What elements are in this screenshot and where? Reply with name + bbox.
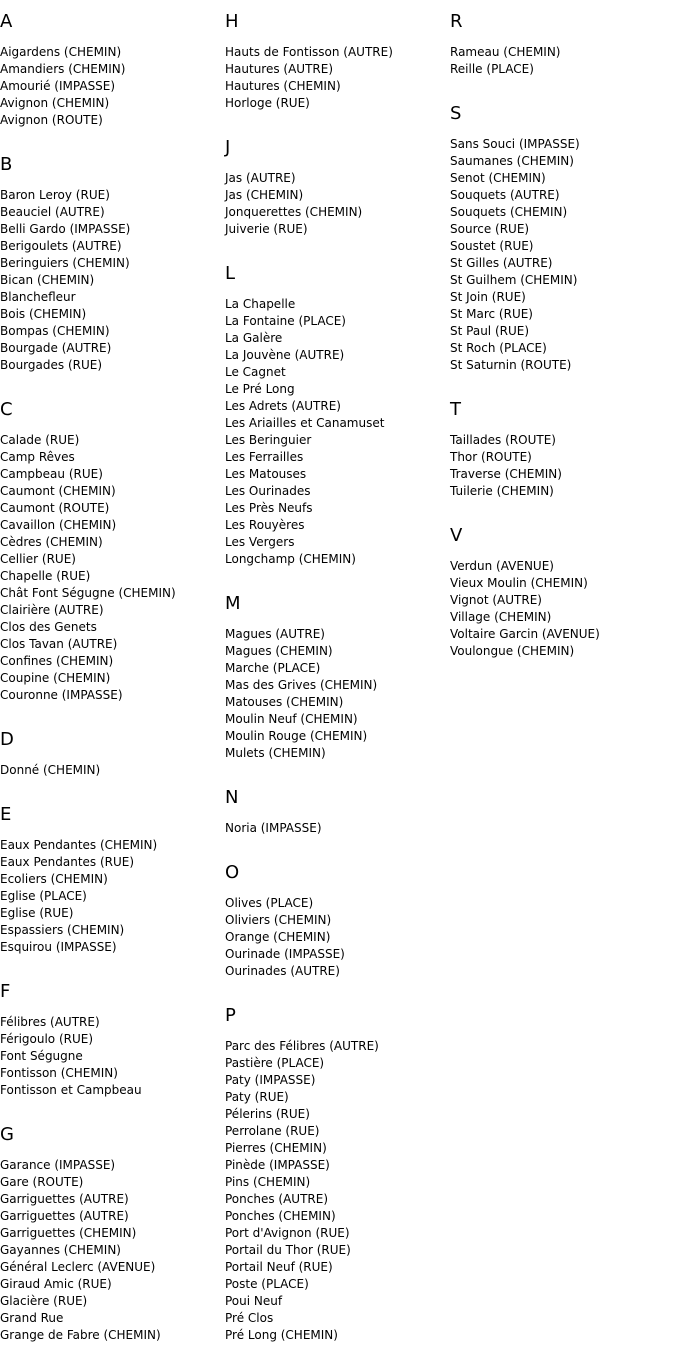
street-list-item: Amourié (IMPASSE) xyxy=(0,79,116,93)
street-list-item: Orange (CHEMIN) xyxy=(225,930,331,944)
section-letter-heading: H xyxy=(225,11,239,32)
street-list xyxy=(225,44,450,112)
street-list-item: Hautures (AUTRE) xyxy=(225,62,334,76)
section-letter-heading: N xyxy=(225,787,239,808)
street-list-item: Caumont (ROUTE) xyxy=(0,501,110,515)
section-letter-heading: S xyxy=(450,103,462,124)
street-list-item: Reille (PLACE) xyxy=(450,62,534,76)
street-list-item: Calade (RUE) xyxy=(0,433,80,447)
street-list-item: Juiverie (RUE) xyxy=(225,222,308,236)
street-list-item: Ourinades (AUTRE) xyxy=(225,964,340,978)
street-list-item: Caumont (CHEMIN) xyxy=(0,484,116,498)
street-list-item: Poui Neuf xyxy=(225,1294,283,1308)
letter-section xyxy=(225,861,450,980)
street-list-item: Grand Rue xyxy=(0,1311,64,1325)
street-list-item: Chât Font Ségugne (CHEMIN) xyxy=(0,586,176,600)
street-list-item: Ponches (AUTRE) xyxy=(225,1192,329,1206)
letter-section xyxy=(0,398,225,704)
street-list-item: Chapelle (RUE) xyxy=(0,569,91,583)
street-list-item: Les Adrets (AUTRE) xyxy=(225,399,341,413)
street-list-item: Aigardens (CHEMIN) xyxy=(0,45,122,59)
street-list-item: La Chapelle xyxy=(225,297,296,311)
street-list-item: Bourgade (AUTRE) xyxy=(0,341,112,355)
street-list-item: Senot (CHEMIN) xyxy=(450,171,546,185)
street-list-item: Bois (CHEMIN) xyxy=(0,307,87,321)
street-list-item: Village (CHEMIN) xyxy=(450,610,552,624)
street-list-item: Le Pré Long xyxy=(225,382,295,396)
index-column-1 xyxy=(0,10,225,1368)
street-list-item: Bourgades (RUE) xyxy=(0,358,103,372)
street-list xyxy=(0,837,225,956)
street-list-item: Fontisson et Campbeau xyxy=(0,1083,142,1097)
street-list-item: Pinède (IMPASSE) xyxy=(225,1158,330,1172)
street-list-item: Poste (PLACE) xyxy=(225,1277,309,1291)
section-letter-heading: G xyxy=(0,1124,14,1145)
street-list-item: Clos Tavan (AUTRE) xyxy=(0,637,118,651)
street-list-item: Les Ourinades xyxy=(225,484,311,498)
street-list-item: Fontisson (CHEMIN) xyxy=(0,1066,118,1080)
section-letter-heading: B xyxy=(0,154,13,175)
street-list xyxy=(225,626,450,762)
street-list-item: Gare (ROUTE) xyxy=(0,1175,84,1189)
street-list-item: Général Leclerc (AVENUE) xyxy=(0,1260,156,1274)
street-list-item: Clairière (AUTRE) xyxy=(0,603,104,617)
street-list-item: Beringuiers (CHEMIN) xyxy=(0,256,130,270)
street-list-item: Taillades (ROUTE) xyxy=(450,433,556,447)
letter-section xyxy=(225,786,450,837)
street-list-item: Jonquerettes (CHEMIN) xyxy=(225,205,363,219)
street-list-item: Oliviers (CHEMIN) xyxy=(225,913,332,927)
street-list-item: Amandiers (CHEMIN) xyxy=(0,62,126,76)
street-list-item: St Paul (RUE) xyxy=(450,324,530,338)
letter-section xyxy=(225,136,450,238)
street-list-item: Les Ferrailles xyxy=(225,450,304,464)
street-list-item: Pré Clos xyxy=(225,1311,274,1325)
street-list-item: Ecoliers (CHEMIN) xyxy=(0,872,108,886)
street-list-item: Verdun (AVENUE) xyxy=(450,559,554,573)
street-list-item: Tuilerie (CHEMIN) xyxy=(450,484,554,498)
street-list-item: Marche (PLACE) xyxy=(225,661,321,675)
street-list xyxy=(225,1038,450,1344)
street-list-item: Avignon (ROUTE) xyxy=(0,113,103,127)
street-list-item: Ourinade (IMPASSE) xyxy=(225,947,345,961)
street-list-item: Couronne (IMPASSE) xyxy=(0,688,123,702)
letter-section xyxy=(450,524,675,660)
street-list-item: Ponches (CHEMIN) xyxy=(225,1209,336,1223)
street-list-item: Le Cagnet xyxy=(225,365,286,379)
street-list xyxy=(0,1157,225,1344)
street-list-item: Garriguettes (AUTRE) xyxy=(0,1209,129,1223)
street-list-item: Mulets (CHEMIN) xyxy=(225,746,326,760)
street-list xyxy=(0,1014,225,1099)
section-letter-heading: V xyxy=(450,525,463,546)
section-letter-heading: E xyxy=(0,804,12,825)
street-list-item: Jas (CHEMIN) xyxy=(225,188,304,202)
street-list-item: Les Beringuier xyxy=(225,433,312,447)
street-list-item: Souquets (AUTRE) xyxy=(450,188,560,202)
street-list-item: Portail Neuf (RUE) xyxy=(225,1260,333,1274)
letter-section xyxy=(450,102,675,374)
street-list-item: Garance (IMPASSE) xyxy=(0,1158,116,1172)
street-list-item: Les Vergers xyxy=(225,535,295,549)
letter-section xyxy=(0,803,225,956)
street-list-item: Eaux Pendantes (CHEMIN) xyxy=(0,838,158,852)
section-letter-heading: T xyxy=(450,399,461,420)
street-list-item: Hautures (CHEMIN) xyxy=(225,79,341,93)
street-list-item: Les Matouses xyxy=(225,467,307,481)
index-column-2 xyxy=(225,10,450,1368)
street-list-item: Beauciel (AUTRE) xyxy=(0,205,105,219)
street-list-item: Mas des Grives (CHEMIN) xyxy=(225,678,378,692)
street-list-item: Cellier (RUE) xyxy=(0,552,76,566)
street-list-item: Voltaire Garcin (AVENUE) xyxy=(450,627,600,641)
street-list-item: St Guilhem (CHEMIN) xyxy=(450,273,578,287)
section-letter-heading: L xyxy=(225,263,236,284)
street-list-item: Thor (ROUTE) xyxy=(450,450,532,464)
street-list-item: Confines (CHEMIN) xyxy=(0,654,114,668)
street-list-item: Perrolane (RUE) xyxy=(225,1124,320,1138)
letter-section xyxy=(450,398,675,500)
street-list-item: Rameau (CHEMIN) xyxy=(450,45,561,59)
street-list xyxy=(225,820,450,837)
street-list-item: Gayannes (CHEMIN) xyxy=(0,1243,121,1257)
street-list-item: Soustet (RUE) xyxy=(450,239,534,253)
street-list xyxy=(225,296,450,568)
letter-section xyxy=(225,262,450,568)
street-list-item: La Galère xyxy=(225,331,283,345)
street-list-item: Blanchefleur xyxy=(0,290,76,304)
street-list xyxy=(0,432,225,704)
letter-section xyxy=(225,1004,450,1344)
street-list-item: St Marc (RUE) xyxy=(450,307,533,321)
section-letter-heading: F xyxy=(0,981,11,1002)
street-list-item: Longchamp (CHEMIN) xyxy=(225,552,356,566)
street-list-item: Belli Gardo (IMPASSE) xyxy=(0,222,131,236)
street-list-item: Noria (IMPASSE) xyxy=(225,821,322,835)
street-list xyxy=(0,44,225,129)
letter-section xyxy=(0,10,225,129)
street-list-item: Moulin Neuf (CHEMIN) xyxy=(225,712,358,726)
street-list-item: Garriguettes (CHEMIN) xyxy=(0,1226,137,1240)
street-list-item: Les Près Neufs xyxy=(225,501,313,515)
street-list-item: St Saturnin (ROUTE) xyxy=(450,358,572,372)
street-list-item: Eglise (RUE) xyxy=(0,906,74,920)
street-list-item: Sans Souci (IMPASSE) xyxy=(450,137,580,151)
street-list-item: Coupine (CHEMIN) xyxy=(0,671,111,685)
street-list-item: Moulin Rouge (CHEMIN) xyxy=(225,729,368,743)
street-list-item: Font Ségugne xyxy=(0,1049,83,1063)
street-list-item: Cavaillon (CHEMIN) xyxy=(0,518,117,532)
section-letter-heading: R xyxy=(450,11,463,32)
letter-section xyxy=(0,728,225,779)
street-list-item: Portail du Thor (RUE) xyxy=(225,1243,351,1257)
street-list-item: Paty (RUE) xyxy=(225,1090,289,1104)
street-list xyxy=(450,44,675,78)
street-list-item: Esquirou (IMPASSE) xyxy=(0,940,117,954)
street-list-item: Hauts de Fontisson (AUTRE) xyxy=(225,45,393,59)
street-list-item: Pélerins (RUE) xyxy=(225,1107,310,1121)
street-list xyxy=(450,432,675,500)
street-list-item: La Jouvène (AUTRE) xyxy=(225,348,345,362)
street-list-item: Port d'Avignon (RUE) xyxy=(225,1226,350,1240)
street-list-item: Espassiers (CHEMIN) xyxy=(0,923,125,937)
street-list-item: Les Ariailles et Canamuset xyxy=(225,416,385,430)
street-list-item: Souquets (CHEMIN) xyxy=(450,205,568,219)
letter-section xyxy=(225,10,450,112)
section-letter-heading: C xyxy=(0,399,13,420)
street-list-item: Matouses (CHEMIN) xyxy=(225,695,344,709)
street-list-item: La Fontaine (PLACE) xyxy=(225,314,346,328)
street-list-item: Camp Rêves xyxy=(0,450,75,464)
street-list-item: Férigoulo (RUE) xyxy=(0,1032,94,1046)
street-list-item: Campbeau (RUE) xyxy=(0,467,103,481)
letter-section xyxy=(0,980,225,1099)
street-list xyxy=(450,558,675,660)
street-list-item: Vignot (AUTRE) xyxy=(450,593,542,607)
street-list-item: Parc des Félibres (AUTRE) xyxy=(225,1039,379,1053)
street-list-item: Saumanes (CHEMIN) xyxy=(450,154,574,168)
street-list xyxy=(225,895,450,980)
section-letter-heading: O xyxy=(225,862,240,883)
street-list-item: Jas (AUTRE) xyxy=(225,171,296,185)
street-list-item: St Join (RUE) xyxy=(450,290,526,304)
street-list-item: Giraud Amic (RUE) xyxy=(0,1277,112,1291)
street-list-item: Bompas (CHEMIN) xyxy=(0,324,110,338)
street-list-item: St Gilles (AUTRE) xyxy=(450,256,553,270)
section-letter-heading: M xyxy=(225,593,241,614)
street-list-item: Pré Long (CHEMIN) xyxy=(225,1328,338,1342)
street-list-item: Eglise (PLACE) xyxy=(0,889,87,903)
street-list xyxy=(0,187,225,374)
street-list xyxy=(225,170,450,238)
street-list-item: Grange de Fabre (CHEMIN) xyxy=(0,1328,161,1342)
street-list xyxy=(0,762,225,779)
street-list-item: St Roch (PLACE) xyxy=(450,341,547,355)
street-list-item: Vieux Moulin (CHEMIN) xyxy=(450,576,588,590)
street-list-item: Bican (CHEMIN) xyxy=(0,273,95,287)
street-list-item: Pastière (PLACE) xyxy=(225,1056,325,1070)
street-list-item: Les Rouyères xyxy=(225,518,305,532)
street-list-item: Pins (CHEMIN) xyxy=(225,1175,311,1189)
street-list xyxy=(450,136,675,374)
street-list-item: Clos des Genets xyxy=(0,620,97,634)
street-list-item: Baron Leroy (RUE) xyxy=(0,188,110,202)
street-list-item: Traverse (CHEMIN) xyxy=(450,467,562,481)
section-letter-heading: A xyxy=(0,11,13,32)
letter-section xyxy=(0,153,225,374)
street-list-item: Olives (PLACE) xyxy=(225,896,314,910)
street-list-item: Horloge (RUE) xyxy=(225,96,310,110)
street-list-item: Cèdres (CHEMIN) xyxy=(0,535,103,549)
street-list-item: Glacière (RUE) xyxy=(0,1294,88,1308)
street-list-item: Pierres (CHEMIN) xyxy=(225,1141,327,1155)
street-list-item: Berigoulets (AUTRE) xyxy=(0,239,122,253)
letter-section xyxy=(0,1123,225,1344)
street-list-item: Magues (CHEMIN) xyxy=(225,644,333,658)
street-list-item: Avignon (CHEMIN) xyxy=(0,96,110,110)
section-letter-heading: P xyxy=(225,1005,236,1026)
street-list-item: Source (RUE) xyxy=(450,222,530,236)
letter-section xyxy=(225,592,450,762)
street-list-item: Félibres (AUTRE) xyxy=(0,1015,100,1029)
street-list-item: Paty (IMPASSE) xyxy=(225,1073,316,1087)
letter-section xyxy=(450,10,675,78)
index-column-3 xyxy=(450,10,675,684)
section-letter-heading: J xyxy=(225,137,231,158)
section-letter-heading: D xyxy=(0,729,14,750)
street-list-item: Donné (CHEMIN) xyxy=(0,763,101,777)
street-list-item: Voulongue (CHEMIN) xyxy=(450,644,575,658)
street-list-item: Eaux Pendantes (RUE) xyxy=(0,855,135,869)
street-list-item: Magues (AUTRE) xyxy=(225,627,325,641)
street-list-item: Garriguettes (AUTRE) xyxy=(0,1192,129,1206)
